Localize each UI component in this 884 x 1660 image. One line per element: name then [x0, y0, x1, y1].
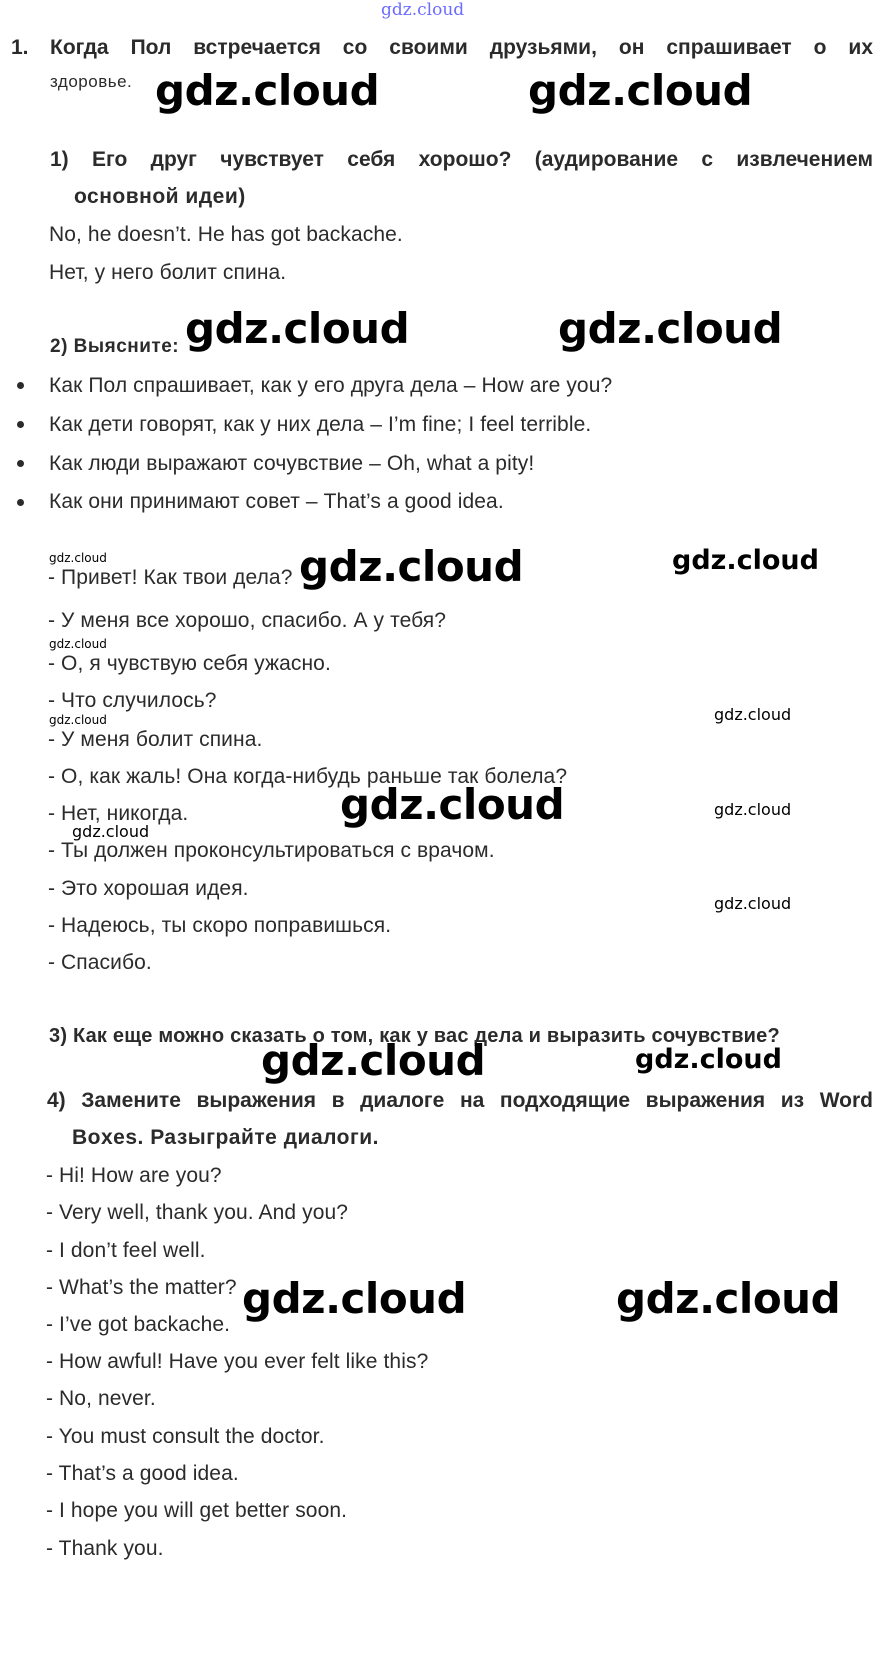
watermark: gdz.cloud — [616, 1274, 841, 1323]
watermark: gdz.cloud — [72, 822, 150, 841]
dialogue-en-line: - That’s a good idea. — [46, 1462, 239, 1485]
section1-heading-line1: 1) Его друг чувствует себя хорошо? (аудирование с извлечением — [50, 148, 873, 171]
dialogue-en-line: - I’ve got backache. — [46, 1313, 231, 1336]
dialogue-ru-line: - У меня все хорошо, спасибо. А у тебя? — [48, 609, 447, 632]
section4-heading-line1: 4) Замените выражения в диалоге на подходящие выражения из Word — [47, 1089, 873, 1112]
watermark: gdz.cloud — [155, 66, 380, 115]
dialogue-en-line: - What’s the matter? — [46, 1276, 237, 1299]
dialogue-en-line: - No, never. — [46, 1387, 156, 1410]
section3-heading: 3) Как еще можно сказать о том, как у вас дела и выразить сочувствие? — [49, 1025, 780, 1047]
bullet-dot — [17, 382, 24, 389]
dialogue-en-line: - I don’t feel well. — [46, 1239, 206, 1262]
watermark: gdz.cloud — [635, 1044, 782, 1075]
watermark: gdz.cloud — [49, 637, 107, 651]
dialogue-ru-line: - О, как жаль! Она когда-нибудь раньше так болела? — [48, 765, 568, 788]
watermark-top: gdz.cloud — [381, 0, 465, 20]
bullet-dot — [17, 421, 24, 428]
dialogue-ru-line: - Надеюсь, ты скоро поправишься. — [48, 914, 392, 937]
watermark: gdz.cloud — [49, 713, 107, 727]
watermark: gdz.cloud — [714, 800, 792, 819]
dialogue-en-line: - I hope you will get better soon. — [46, 1499, 348, 1522]
bullet-item: Как они принимают совет – That’s a good idea. — [49, 490, 504, 513]
dialogue-ru-line: - Нет, никогда. — [48, 802, 189, 825]
watermark: gdz.cloud — [299, 542, 524, 591]
dialogue-en-line: - You must consult the doctor. — [46, 1425, 325, 1448]
dialogue-en-line: - Very well, thank you. And you? — [46, 1201, 349, 1224]
bullet-item: Как люди выражают сочувствие – Oh, what a pity! — [49, 452, 535, 475]
dialogue-ru-line: - О, я чувствую себя ужасно. — [48, 652, 331, 675]
task-intro-line1: Когда Пол встречается со своими друзьями, он спрашивает о их — [50, 36, 873, 59]
watermark: gdz.cloud — [185, 304, 410, 353]
watermark: gdz.cloud — [672, 545, 819, 576]
dialogue-ru-line: - Что случилось? — [48, 689, 217, 712]
dialogue-ru-line: - Это хорошая идея. — [48, 877, 249, 900]
watermark: gdz.cloud — [242, 1274, 467, 1323]
section1-answer-en: No, he doesn’t. He has got backache. — [49, 223, 403, 246]
section2-heading: 2) Выясните: — [50, 336, 180, 357]
dialogue-en-line: - How awful! Have you ever felt like this? — [46, 1350, 429, 1373]
dialogue-en-line: - Hi! How are you? — [46, 1164, 222, 1187]
dialogue-ru-line: - Ты должен проконсультироваться с врачом. — [48, 839, 495, 862]
bullet-item: Как Пол спрашивает, как у его друга дела – How are you? — [49, 374, 613, 397]
watermark: gdz.cloud — [49, 551, 107, 565]
section1-answer-ru: Нет, у него болит спина. — [49, 261, 287, 284]
section1-heading-line2: основной идеи) — [74, 185, 246, 208]
watermark: gdz.cloud — [261, 1036, 486, 1085]
watermark: gdz.cloud — [340, 780, 565, 829]
bullet-item: Как дети говорят, как у них дела – I’m fine; I feel terrible. — [49, 413, 592, 436]
task-number: 1. — [11, 36, 29, 59]
bullet-dot — [17, 499, 24, 506]
dialogue-ru-line: - Привет! Как твои дела? — [48, 566, 293, 589]
bullet-dot — [17, 460, 24, 467]
section4-heading-line2: Boxes. Разыграйте диалоги. — [72, 1126, 379, 1149]
watermark: gdz.cloud — [558, 304, 783, 353]
dialogue-ru-line: - У меня болит спина. — [48, 728, 263, 751]
watermark: gdz.cloud — [528, 66, 753, 115]
dialogue-ru-line: - Спасибо. — [48, 951, 152, 974]
dialogue-en-line: - Thank you. — [46, 1537, 164, 1560]
watermark: gdz.cloud — [714, 894, 792, 913]
task-intro-line2: здоровье. — [50, 72, 133, 91]
watermark: gdz.cloud — [714, 705, 792, 724]
